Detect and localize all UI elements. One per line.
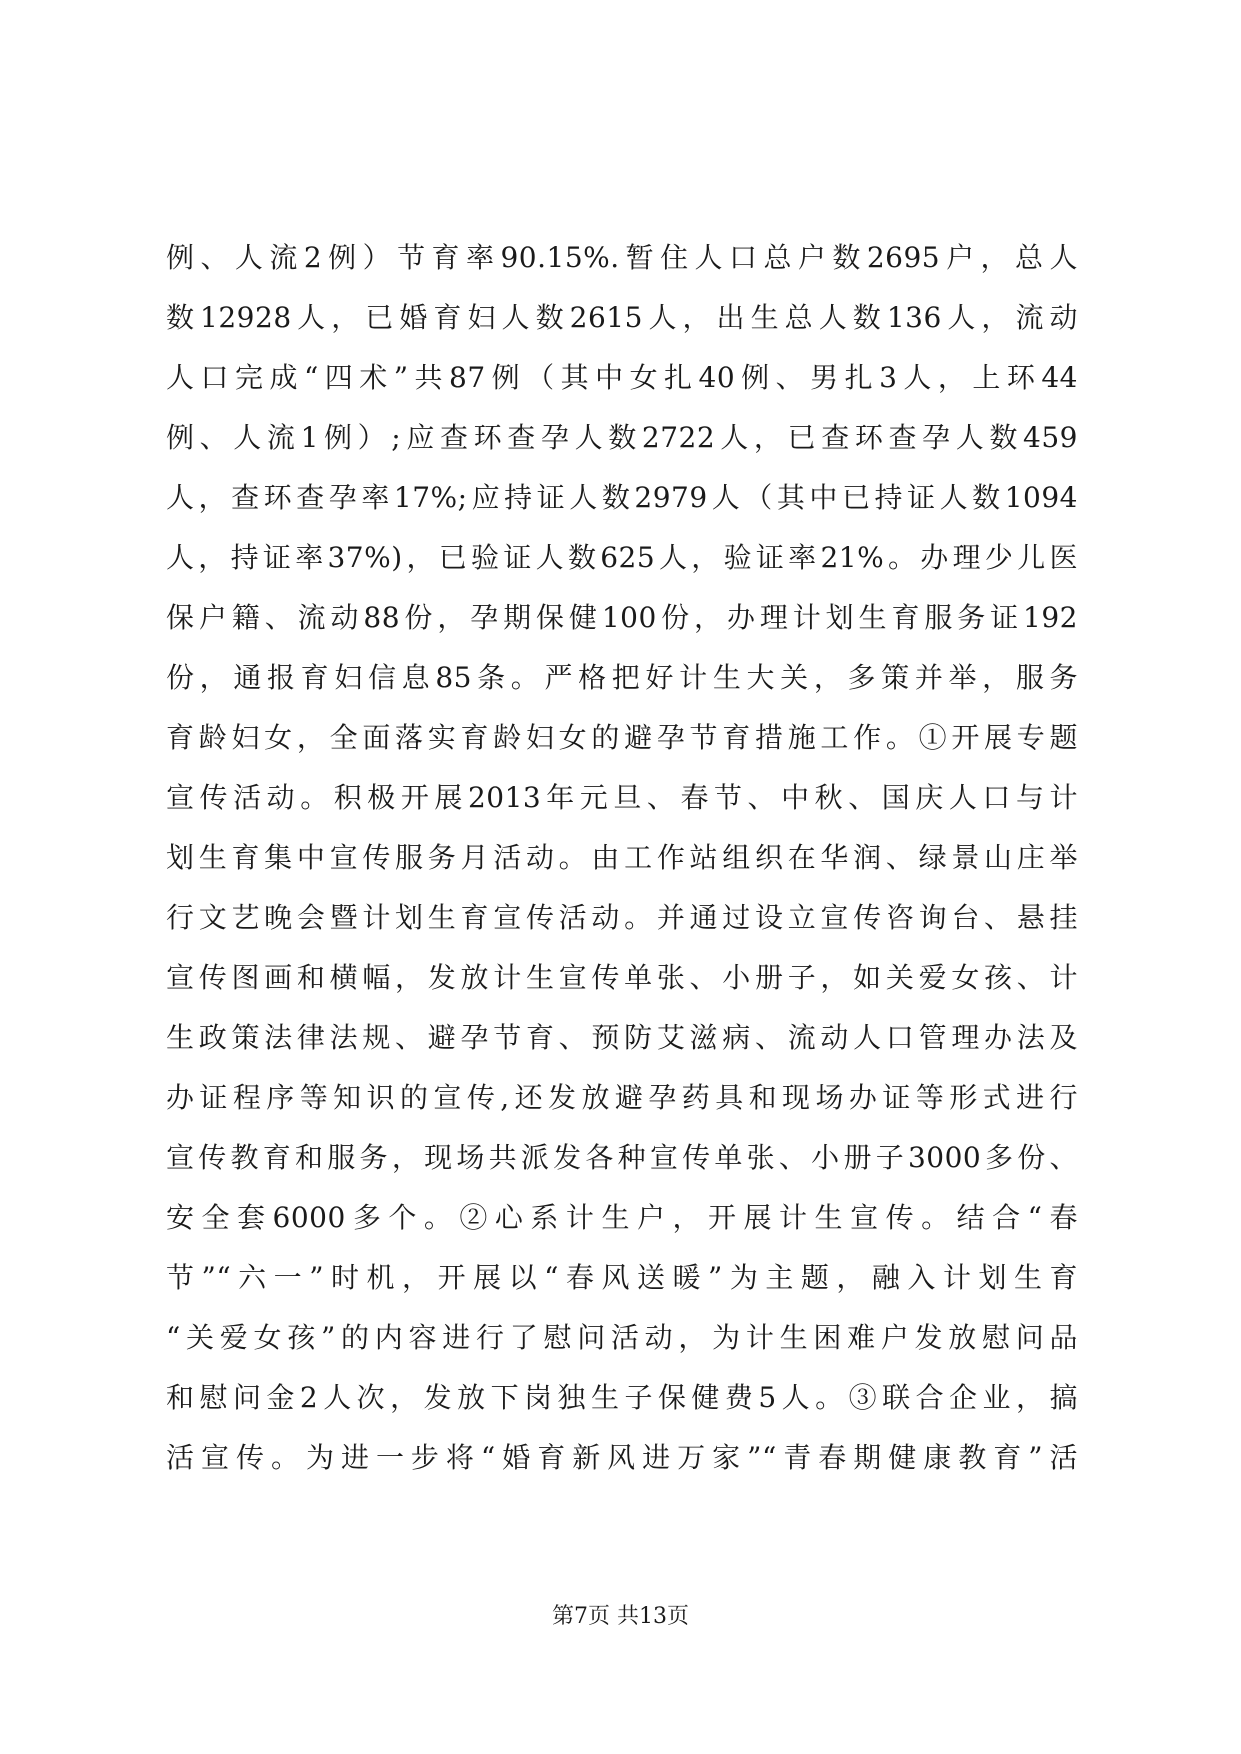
- text-line: 宣传教育和服务，现场共派发各种宣传单张、小册子3000多份、: [166, 1141, 1078, 1174]
- text-line: 份，通报育妇信息85条。严格把好计生大关，多策并举，服务: [166, 661, 1078, 694]
- text-line: 人口完成“四术”共87例（其中女扎40例、男扎3人，上环44: [166, 361, 1078, 394]
- page-number-footer: 第7页 共13页: [552, 1604, 689, 1629]
- text-line: 活宣传。为进一步将“婚育新风进万家”“青春期健康教育”活: [166, 1441, 1078, 1474]
- text-line: 行文艺晚会暨计划生育宣传活动。并通过设立宣传咨询台、悬挂: [166, 901, 1078, 934]
- text-line: 宣传活动。积极开展2013年元旦、春节、中秋、国庆人口与计: [166, 781, 1078, 814]
- text-line: 例、人流2例）节育率90.15%.暂住人口总户数2695户，总人: [166, 241, 1078, 274]
- body-text: [166, 228, 1078, 1488]
- text-line: 人，查环查孕率17%;应持证人数2979人（其中已持证人数1094: [166, 481, 1078, 514]
- text-line: 数12928人，已婚育妇人数2615人，出生总人数136人，流动: [166, 301, 1078, 334]
- text-line: “关爱女孩”的内容进行了慰问活动，为计生困难户发放慰问品: [166, 1321, 1078, 1354]
- text-line: 安全套6000多个。②心系计生户，开展计生宣传。结合“春: [166, 1201, 1078, 1234]
- text-line: 育龄妇女，全面落实育龄妇女的避孕节育措施工作。①开展专题: [166, 721, 1078, 754]
- text-line: 保户籍、流动88份，孕期保健100份，办理计划生育服务证192: [166, 601, 1078, 634]
- text-line: 节”“六一”时机，开展以“春风送暖”为主题，融入计划生育: [166, 1261, 1078, 1294]
- text-line: 和慰问金2人次，发放下岗独生子保健费5人。③联合企业，搞: [166, 1381, 1078, 1414]
- text-line: 生政策法律法规、避孕节育、预防艾滋病、流动人口管理办法及: [166, 1021, 1078, 1054]
- text-line: 人，持证率37%)，已验证人数625人，验证率21%。办理少儿医: [166, 541, 1078, 574]
- text-line: 宣传图画和横幅，发放计生宣传单张、小册子，如关爱女孩、计: [166, 961, 1078, 994]
- text-line: 划生育集中宣传服务月活动。由工作站组织在华润、绿景山庄举: [166, 841, 1078, 874]
- text-line: 办证程序等知识的宣传,还发放避孕药具和现场办证等形式进行: [166, 1081, 1078, 1114]
- text-line: 例、人流1例）;应查环查孕人数2722人，已查环查孕人数459: [166, 421, 1078, 454]
